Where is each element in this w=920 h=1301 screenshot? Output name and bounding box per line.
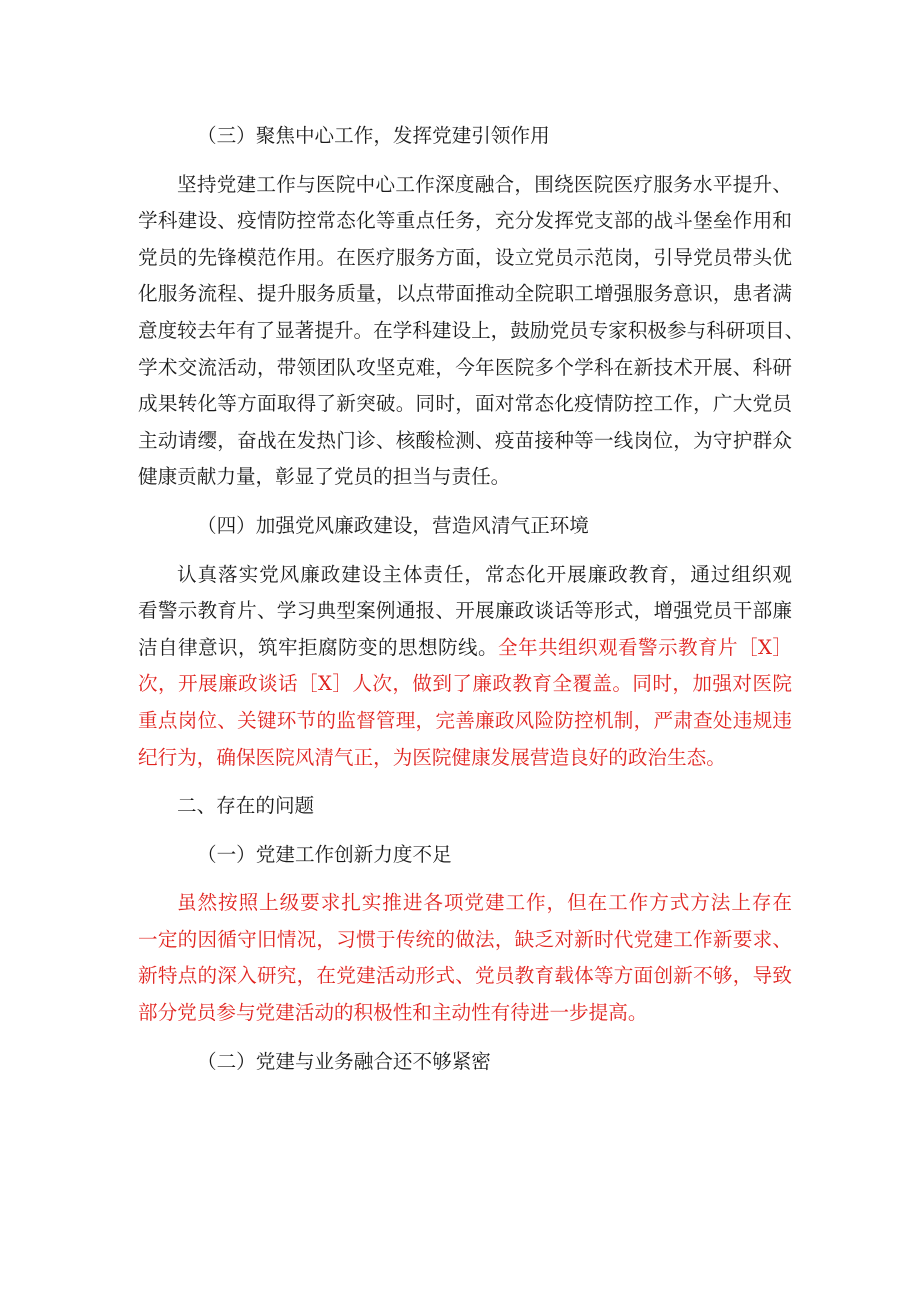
paragraph-line: 意度较去年有了显著提升。在学科建设上，鼓励党员专家积极参与科研项目、 — [138, 318, 805, 342]
highlighted-line: 次，开展廉政谈话［X］人次，做到了廉政教育全覆盖。同时，加强对医院 — [138, 672, 792, 696]
chapter-heading-problems: 二、存在的问题 — [177, 794, 315, 818]
section-heading-problem-2: （二）党建与业务融合还不够紧密 — [197, 1049, 491, 1073]
paragraph-integrity — [138, 557, 792, 777]
paragraph-central-work — [138, 167, 805, 496]
paragraph-line: 认真落实党风廉政建设主体责任，常态化开展廉政教育，通过组织观 — [177, 562, 792, 586]
highlighted-line: 重点岗位、关键环节的监督管理，完善廉政风险防控机制，严肃查处违规违 — [138, 708, 792, 732]
paragraph-text: 洁自律意识，筑牢拒腐防变的思想防线。 — [138, 635, 499, 659]
highlighted-line: 纪行为，确保医院风清气正，为医院健康发展营造良好的政治生态。 — [138, 745, 726, 769]
section-heading-3: （三）聚焦中心工作，发挥党建引领作用 — [197, 124, 550, 147]
paragraph-line: 学术交流活动，带领团队攻坚克难，今年医院多个学科在新技术开展、科研 — [138, 355, 792, 379]
section-heading-4: （四）加强党风廉政建设，营造风清气正环境 — [197, 513, 589, 537]
highlighted-line: 部分党员参与党建活动的积极性和主动性有待进一步提高。 — [138, 1001, 648, 1025]
paragraph-line-mixed — [138, 630, 792, 667]
paragraph-line: 健康贡献力量，彰显了党员的担当与责任。 — [138, 465, 511, 489]
paragraph-line: 坚持党建工作与医院中心工作深度融合，围绕医院医疗服务水平提升、 — [177, 172, 792, 196]
paragraph-line: 化服务流程、提升服务质量，以点带面推动全院职工增强服务意识，患者满 — [138, 282, 792, 306]
paragraph-innovation — [138, 885, 792, 1031]
section-heading-problem-1: （一）党建工作创新力度不足 — [197, 842, 452, 866]
highlighted-line: 新特点的深入研究，在党建活动形式、党员教育载体等方面创新不够，导致 — [138, 964, 792, 988]
paragraph-line: 主动请缨，奋战在发热门诊、核酸检测、疫苗接种等一线岗位，为守护群众 — [138, 428, 792, 452]
paragraph-line: 看警示教育片、学习典型案例通报、开展廉政谈话等形式，增强党员干部廉 — [138, 599, 792, 623]
highlighted-text: 全年共组织观看警示教育片［X］ — [498, 635, 793, 659]
highlighted-line: 虽然按照上级要求扎实推进各项党建工作，但在工作方式方法上存在 — [177, 891, 792, 915]
highlighted-line: 一定的因循守旧情况，习惯于传统的做法，缺乏对新时代党建工作新要求、 — [138, 927, 792, 951]
paragraph-line: 学科建设、疫情防控常态化等重点任务，充分发挥党支部的战斗堡垒作用和 — [138, 209, 792, 233]
paragraph-line: 党员的先锋模范作用。在医疗服务方面，设立党员示范岗，引导党员带头优 — [138, 245, 792, 269]
paragraph-line: 成果转化等方面取得了新突破。同时，面对常态化疫情防控工作，广大党员 — [138, 392, 792, 416]
